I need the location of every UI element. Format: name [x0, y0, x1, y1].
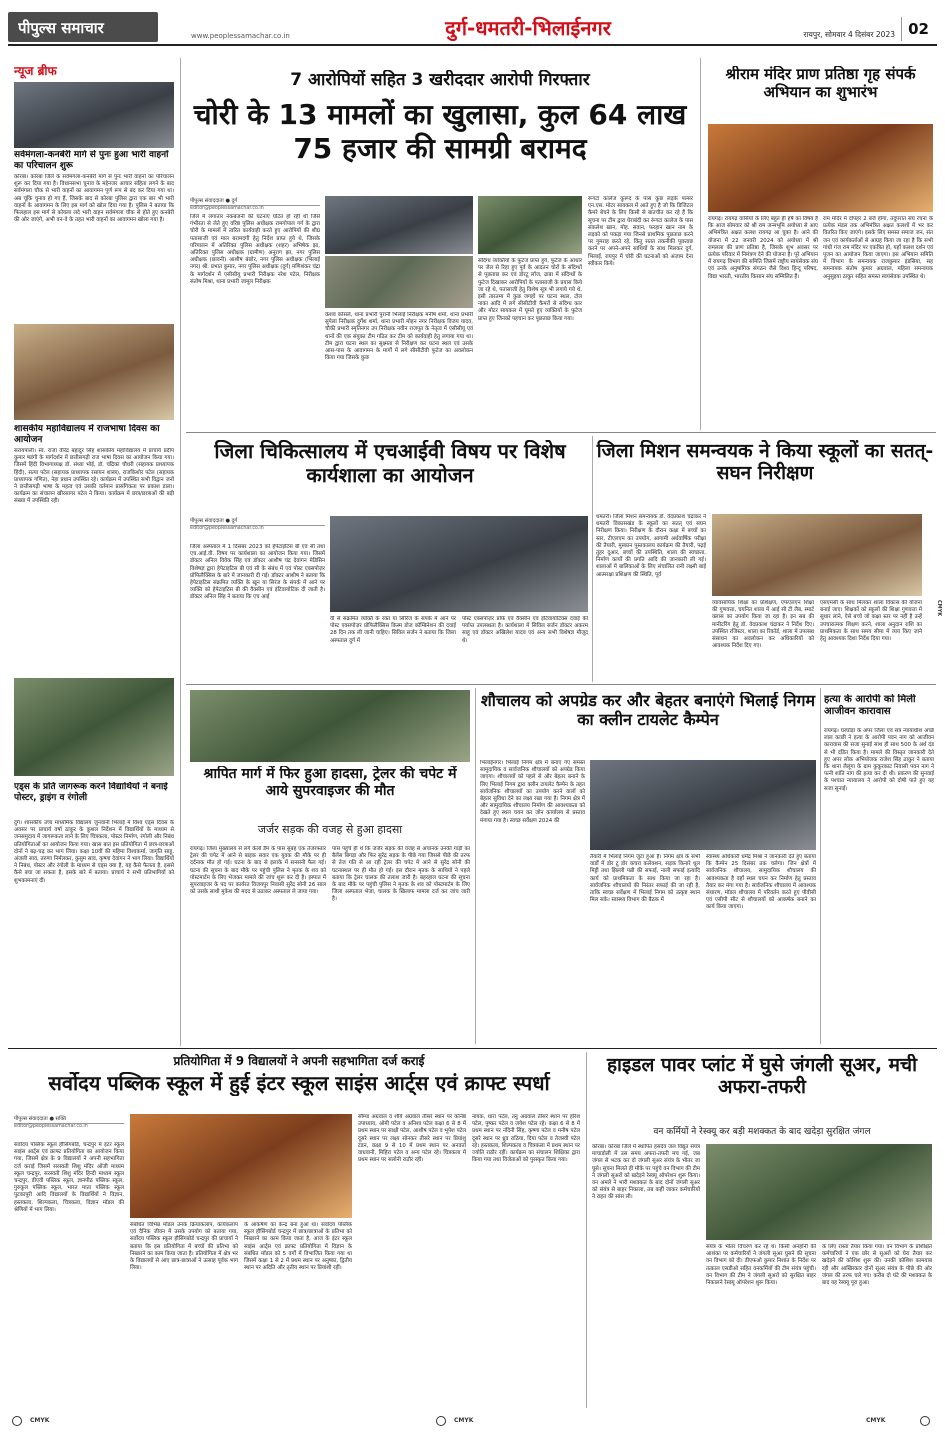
registration-mark-icon	[920, 1416, 930, 1426]
toilet-headline: शौचालय को अपग्रेड कर और बेहतर बनाएंगे भिलाई निगम का क्लीन टायलेट कैम्पेन	[480, 692, 816, 729]
footer-cmyk-right: CMYK	[866, 1417, 886, 1424]
lead-col4: रूंगटा कालेज कुरूद के पास कुछ लड़के पल्सर एन.एस. मोटर सायकल में आते हुए है जो कि डिजिटल कैमरे बेचने के लिए किसी से बातचीत कर रहे हैं कि सूचना पर टीम द्वारा घेराबंदी कर रूंगटा कालेज के पास संकलेश खान, मोह. सवान, फरहान खान नाम के लड़को को पकड़ा गया जिनसे प्राथमिक पूछताछ करने पर गुमराह करते रहे, किंतु सतत तकनीकी पूछताछ करने पर अपने-अपने साथियों के साथ मिलकर दुर्ग, भिलाई, रायपुर में चोरी की घटनाओं को अंजाम देना स्वीकार किये।	[588, 196, 693, 267]
lead-byline-email: editor@peoplessamachar.co.in	[190, 206, 264, 211]
hiv-headline: जिला चिकित्सालय में एचआईवी विषय पर विशेष कार्यशाला का आयोजन	[214, 440, 566, 487]
murder-headline: हत्या के आरोपी को मिली आजीवन कारावास	[824, 694, 916, 717]
shrapit-photo	[190, 690, 470, 762]
mission-photo	[712, 514, 922, 596]
toilet-col3: स्वास्थ्य अधिकारी धर्मेंद्र मिश्रा ने जानकारी देते हुए बताया कि कैम्पेन 25 दिसंबर तक चलेगा। जिन क्षेत्रों में सार्वजनिक शौचालय, सामुदायिक शौचालय की आवश्यकता है वहाँ स्थल चयन कर निर्माण हेतु प्रस्ताव तैयार कर मंगा गया है। सार्वजनिक शौचालय में आवश्यक संधारण, मॉडल शौचालय में परिवर्तन करते हुए पीवीसी एवं एसीपी सीट से शौचालयों को आकर्षक बनाने का कार्य किया जाएगा।	[706, 854, 816, 911]
lead-divider	[700, 58, 701, 430]
hiv-byline-place: दुर्ग	[231, 518, 238, 524]
lead-byline-name: पीपुल्स संवाददाता	[190, 198, 224, 204]
footer-cmyk-left: CMYK	[30, 1417, 50, 1424]
science-kicker: प्रतियोगिता में 9 विद्यालयों ने अपनी सहभागिता दर्ज कराई	[173, 1054, 425, 1068]
lead-photo-right	[478, 196, 582, 254]
lead-byline: पीपुल्स संवाददाता ● दुर्ग editor@peoplessamachar.co.in	[190, 196, 320, 211]
aids-body: दुर्ग। शासकीय उच्च माध्यमिक विद्यालय जुनवानी भिलाई में विश्व एड्स दिवस के अवसर पर प्राचार्य वर्षा ठाकुर के कुशल निर्देशन में विद्यार्थियों के माध्यम से जनसमुदाय में जागरूकता लाने के लिए चित्रकला, पोस्टर निर्माण, रंगोली और निबंध प्रतियोगिताओं का आयोजन किया गया। खास बात इस प्रतियोगिता में छात्र-छात्राओं दोनों ने बढ़-चढ़ कर भाग लिया। कक्षा 10वीं की महिमा विश्वकर्मा, जागृति साहू, अंजली साव, तरुणा निर्मलकर, कुसुम साव, कृष्णा देवांगन ने भाग लिया। विद्यार्थियों ने निबंध, पोस्टर और रंगोली के माध्यम से एड्स क्या है, यह कैसे फैलता है, इससे कैसे बचा जा सकता है, इसके बारे में बताया। प्राचार्य ने सभी प्रतिभागियों को शुभकामनाएं दीं।	[14, 820, 174, 884]
shrapit-col2: पास पहुंचे ही थे कि जर्जर सड़क की वजह से अचानक उनकी गाड़ी का बैलेंस बिगड़ा और फिर सुरेंद्र सड़क के पीछे गया जिससे पीछे की तरफ से तेज गति से आ रही ट्रेलर की चपेट में आने से सुरेंद्र सोनी की घटनास्थल पर ही मौत हो गई। इस दौरान मृतक के साथियों ने पहले बताया कि ट्रेलर चालक की तलाश जारी है। बहरहाल घटना की सूचना के बाद मौके पर पहुंची पुलिस ने मृतक के शव को पोस्टमार्टम के लिए जिला अस्पताल भेजा, चालक के खिलाफ मामला दर्ज कर जांच जारी है।	[332, 846, 470, 903]
boar-headline: हाइडल पावर प्लांट में घुसे जंगली सूअर, मची अफरा-तफरी	[606, 1054, 918, 1099]
hiv-col2: वी से संक्रमित व्यक्ति के रक्त या सिरिंज के संपर्क में आने पर पोस्ट एक्सपोज़र प्रोफिलैक्सिस किस्म डोज कॉम्बिनेशन की दवाई 28 दिन तक ली जानी चाहिए। सिविल सर्जन ने बताया कि जिला अस्पताल दुर्ग में	[330, 616, 456, 644]
hiv-col1: जिला अस्पताल में 1 दिसंबर 2023 को हेपेटाइटिस बी एवं सी तथा एच.आई.वी. विषय पर कार्यशाला का आयोजन किया गया। जिसमें डॉक्टर अनिल विवेक सिंह एवं डॉक्टर आशीष चंद्र देवांगन मेडिसिन विशेषज्ञ द्वारा हेपेटाइटिस बी एवं सी के संबंध में एवं पोस्ट एक्सपोज़र प्रोफिलैक्सिस के बारे में जानकारी दी गई। डॉक्टर आशीष ने बताया कि हेपेटाइटिस संक्रमित व्यक्ति के खून या सिरंज के संपर्क में आने पर व्यक्ति को हेपेटाइटिस बी की वैक्सीन एवं इंटिवायोटिक दी जाती है। डॉक्टर अनिल सिंह ने बताया कि एच आई	[190, 544, 325, 601]
rajbhasha-body: सरायपाली। स्व. राजा वीरेंद्र बहादुर सिंह शासकीय महाविद्यालय में प्राचार्य प्रदीप कुमार षडंगी के मार्गदर्शन में छत्तीसगढ़ी राज भाषा दिवस का आयोजन किया गया। जिसमें हिंदी विभागाध्यक्ष डॉ. संध्या भोई, डॉ. चंद्रिका चौधरी (सहायक प्राध्यापक हिंदी), सत्या पटेल (सहायक प्राध्यापक रसायन शास्त्र), राजकिशोर पटेल (सहायक प्राध्यापक गणित), नेहा प्रधान उपस्थित रहे। कार्यक्रम में उपस्थित सभी विद्वान जनों ने छत्तीसगढ़ी भाषा के महत्व एवं उसकी वर्तमान प्रासंगिकता पर प्रकाश डाला। कार्यक्रम का संचालन खीरसागर पटेल ने किया। कार्यक्रम में छात्र/छात्राओं की बड़ी संख्या में उपस्थिति रही।	[14, 448, 174, 505]
lead-byline-place: दुर्ग	[231, 198, 238, 204]
science-headline: सर्वोदय पब्लिक स्कूल में हुई इंटर स्कूल साइंस आर्ट्स एवं क्राफ्ट स्पर्धा	[48, 1072, 550, 1095]
lead-headline: चोरी के 13 मामलों का खुलासा, कुल 64 लाख 75 हजार की सामग्री बरामद	[193, 98, 687, 166]
masthead	[8, 12, 937, 46]
masthead-url: www.peoplessamachar.co.in	[191, 32, 290, 40]
shrapit-col1: रायगढ़। जिला मुख्यालय से लगे केलो डैम के पास सुबह एक तेजरफ्तार ट्रेलर की चपेट में आने से बाइक सवार एक युवक की मौके पर ही दर्दनाक मौत हो गई। घटना के बाद से इलाके में सनसनी फैल गई। घटना की सूचना के बाद मौके पर पहुंची पुलिस ने मृतक के शव को पोस्टमार्टम के लिए भेजकर मामले की जांच शुरू कर दी है। इस्पात में सुपरवाइजर के पद पर कार्यरत विजयपुर निवासी सुरेंद्र सोनी 26 साल को उसके साथी मुकेश की मदद से उठाकर अस्पताल ले जाया गया।	[190, 846, 326, 896]
murder-body: रायगढ़। घरघोड़ा के अपर जिला एवं सत्र न्यायाधीश अच्छे लाल काछी ने हत्या के आरोपी पवन नाग को आजीवन कारावास की सजा सुनाई साथ ही साथ 500 के अर्थ दंड से भी दंडित किया है। मामले की विस्तृत जानकारी देते हुए अपर लोक अभियोजक राजेश सिंह ठाकुर ने बताया कि थाना लैलूंगा के ग्राम कुकुरकाट निवासी पवन नाग ने पत्नी शांति नाग की हत्या कर दी थी। प्रकरण की सुनवाई के पश्चात न्यायालय ने आरोपी को दोषी पाते हुए यह सजा सुनाई।	[824, 728, 934, 792]
registration-mark-icon	[436, 1416, 446, 1426]
lead-kicker: 7 आरोपियों सहित 3 खरीददार आरोपी गिरफ्तार	[290, 70, 590, 90]
mission-col1: धमतरी। जिला मिशन समन्वयक डॉ. वेदप्रकाश चंद्राकर ने धमतरी विकासखंड के स्कूलों का सतत् एवं सघन निरीक्षण किया। निरीक्षण के दौरान कक्षा में बच्चों का स्तर, टीएलएम का उपयोग, आगामी अर्धवार्षिक परीक्षा की तैयारी, मुस्कान पुस्तकालय कार्यक्रम की तैयारी, पढ़ई तुंहर दुआर, बच्चों की उपस्थिति, शाला की स्वच्छता, निर्माण कार्यों की प्रगति आदि की जानकारी ली गई। शालाओं में बालिकाओं के लिए संचालित रानी लक्ष्मी बाई आत्मरक्षा प्रशिक्षण की स्थिति, पूर्व	[596, 514, 706, 578]
shrapit-divider	[475, 688, 476, 1044]
masthead-section: दुर्ग-धमतरी-भिलाईनगर	[445, 16, 611, 40]
science-byline: पीपुल्स संवाददाता ● सक्ति editor@peoplessamachar.co.in	[14, 1114, 124, 1129]
boar-col1: कोरबा। कोरबा जिले में स्थापित हसदेव जल विद्युत संयंत्र माचाडोली में उस समय अफरा-तफरी मच गई, जब जंगल से भटक कर दो जंगली सूअर संयंत्र के भीतर जा घुसे। सूचना मिलते ही मौके पर पहुंचे वन विभाग की टीम ने जंगली सूअरों को खदेड़ने रेस्क्यू ऑपरेशन शुरू किया। वन अमले ने भारी मशक्कत के बाद दोनों जंगली सूअर को संयंत्र से बाहर निकाला, तब कहीं जाकर कर्मचारियों ने राहत की सांस ली।	[592, 1144, 700, 1201]
toilet-photo	[590, 760, 816, 850]
rajbhasha-photo	[14, 324, 174, 420]
science-col2: संबंधित विभिन्न मॉडल उनके क्रियाकलाप, कार्यकलाप एवं दैनिक जीवन में उसके उपयोग को बताया गया, सर्वोदय पब्लिक स्कूल हौसिंगबोर्ड चन्द्रपुर की प्राचार्या ने बताया कि इस प्रतियोगिता में बच्चों की प्रतिभा को निखारने का काम किया जाता है। प्रतियोगिता में क्षेत्र भर के विद्यालयों से आए छात्र-छात्राओं ने उत्साह पूर्वक भाग लिया।	[130, 1222, 238, 1272]
mission-headline: जिला मिशन समन्वयक ने किया स्कूलों का सतत्- सघन निरीक्षण	[596, 440, 934, 485]
boar-col2: संयंत्र के भीतर विचरण कर रहे थे। किसी अनहोनी की आशंका पर कर्मचारियों ने जंगली सूअर घुसने की सूचना वन विभाग को दी। डीएफओ कुमार निशांत के निर्देश पर तत्काल एसडीओ सहित वनकर्मियों की टीम संयंत्र पहुंची। वन विभाग की टीम ने जंगली सूअरों को सुरक्षित बाहर निकालने रेस्क्यू ऑपरेशन शुरू किया।	[706, 1244, 816, 1287]
ram-mandir-col2: राम मंदिर में दोपहर 2 बजे होगा, तदुपरांत संघ रचना के प्रत्येक मंडल तक अभिमंत्रित अक्षत कलशों में भर कर वितरित किए जाएंगे। इसके लिए समस्त समाज जन, संत जन एवं कार्यकर्ताओं से आग्रह किया जा रहा है कि सभी गांधी गंज राम मंदिर पर एकत्रित हो, यहाँ कलश दर्शन एवं पूजन का आयोजन किया जाएगा। इस अभियान समिति में विभाग के समन्वयक राजकुमार इंडसिया, सह समन्वयक संतोष कुमार अग्रवाल, महिला समन्वयक अनुसुइया ठाकुर सहित समस्त स्वयंसेवक उपस्थित थे।	[823, 216, 933, 280]
lead-photo-top	[325, 196, 473, 254]
lead-col2: केशव कोसले, थाना प्रभारी पुरानी भिलाई निरीक्षक मनीष शर्मा, थाना प्रभारी सुपेला निरीक्षक दुर्गेश शर्मा, थाना प्रभारी मोहन नगर निरीक्षक विजय यादव, चौकी प्रभारी स्मृतिनगर उप निरीक्षक नवीन राजपूत के नेतृत्व में एसीसीयू एवं थानों की एक संयुक्त टीम गठित कर टीम को कार्यवाही हेतु लगाया गया था। टीम द्वारा घटना स्थल का सूक्ष्मता से निरीक्षण कर घटना स्थल एवं उसके आस-पास के आवागमन के मार्गों में लगे सीसीटीवी फुटेज का अवलोकन किया गया जिसके कुछ	[325, 312, 473, 362]
boar-photo	[706, 1144, 932, 1240]
aids-headline: एड्स के प्रति जागरूक करने विद्यार्थियों ने बनाई पोस्टर, ड्राइंग व रंगोली	[14, 782, 168, 803]
row-rule-2	[186, 684, 936, 685]
news-brief-label: न्यूज ब्रीफ	[14, 64, 57, 78]
lead-col3: संदिग्ध व्यक्तियों के फुटेज प्राप्त हुये, फुटेज के आधार पर जेल से रिहा हुए पूर्व के आदतन चोरों के संदिग्धों से पूछताछ कर एवं डोरटू लॉज, ढाबा में संदिग्धों के फुटेज दिखाकर आरोपियों के पतासाजी के प्रयास किये जा रहे थे, पतासाजी हेतु विशेष सूत्र भी लगाये गये थे, इसी तारतम्य में कुछ जगहों पर घटना स्थल, टोल नाका आदि में लगे सीसीटीवी कैमरों से संदिग्ध कार और मोटर सायकल में घूमते हुए व्यक्तियों के फुटेज प्राप्त हुए जिनको पहचान कर पूछताछ किया गया।	[478, 258, 582, 322]
science-byline-name: पीपुल्स संवाददाता	[14, 1116, 48, 1122]
side-cmyk-mark: CMYK	[936, 600, 942, 617]
row-rule-3	[8, 1048, 937, 1049]
toilet-divider	[820, 688, 821, 1044]
boar-col3: के लिए रास्ता तैयार किया गया। वन विभाग के प्रशिक्षित कर्मचारियों ने एक छोर से सूअरों को घेरा तैयार कर खदेड़ने की कोशिश शुरू की। उनकी कोशिश कामयाब रही और आखिरकार दोनों सूअर संयंत्र के पीछे की ओर जंगल की तरफ चले गए। करीब दो घंटे की मशक्कत के बाद यह रेस्क्यू पूरा हुआ।	[822, 1244, 932, 1287]
news-brief-headline: सर्वमंगला-कनबेरी मार्ग से पुनः हुआ भारी वाहनों का परिचालन शुरू	[14, 150, 169, 171]
shrapit-subhead: जर्जर सड़क की वजह से हुआ हादसा	[257, 823, 403, 836]
toilet-col2: तैयारी में भिलाई निगम जुटा हुआ है। निगम क्षेत्र के सभी वार्डों में डोर टू डोर कचरा कलेक्शन, सड़क किनारे धूल मिट्टी तथा झिल्ली पन्नी की सफाई, नाली सफाई इत्यादि कार्य को प्राथमिकता के साथ किया जा रहा है। सार्वजनिक शौचालयों की निरंतर सफाई की जा रही है, ताकि स्वच्छ सर्वेक्षण में भिलाई निगम को उत्कृष्ट स्थान मिल सके। स्वास्थ्य विभाग की बैठक में	[590, 854, 700, 904]
science-photo	[130, 1114, 352, 1218]
masthead-page-number: 02	[901, 17, 935, 41]
aids-photo	[14, 678, 174, 776]
hiv-byline-name: पीपुल्स संवाददाता	[190, 518, 224, 524]
lead-photo-bottom	[325, 256, 473, 308]
registration-mark-icon	[12, 1416, 22, 1426]
ram-mandir-col1: रायगढ़। रायगढ़ वासियों के लिए बहुत ही हर्ष का विषय है कि आज सोमवार को श्री राम जन्मभूमि अयोध्या से आए अभिमंत्रित अक्षत कलश रायगढ़ आ चुका है। आने की योजना में 22 जनवरी 2024 को अयोध्या में श्री रामलला की प्राण प्रतिष्ठा है, जिसके शुभ अवसर पर प्रत्येक परिवार में निमंत्रण देने की योजना है। पूरे अभियान में रायगढ़ विभाग की समिति जिसमें राष्ट्रीय स्वयंसेवक संघ एवं उनके अनुषांगिक संगठन जैसे विश्व हिन्दू परिषद, विद्या भारती, भारतीय किसान संघ सम्मिलित हैं।	[708, 216, 818, 280]
shrapit-headline: श्रापित मार्ग में फिर हुआ हादसा, ट्रेलर की चपेट में आये सुपरवाइजर की मौत	[203, 766, 457, 799]
masthead-date: रायपुर, सोमवार 4 दिसंबर 2023	[803, 30, 895, 39]
ram-mandir-headline: श्रीराम मंदिर प्राण प्रतिष्ठा गृह संपर्क अभियान का शुभारंभ	[725, 66, 916, 101]
rajbhasha-headline: शासकीय महाविद्यालय में राजभाषा दिवस का आयोजन	[14, 424, 160, 445]
science-col1: सर्वोदय पब्लिक स्कूल हौसिंगबोर्ड, चन्द्रपुर में इंटर स्कूल साइंस आर्ट्स एवं क्राफ्ट प्रतियोगिता का आयोजन किया गया, जिसमें क्षेत्र के 9 विद्यालयों ने अपनी सहभागिता दर्ज कराई जिसमें सरस्वती शिशु मंदिर ओंजी माध्यम स्कूल चन्द्रपुर, सरस्वती शिशु मंदिर हिन्दी माध्यम स्कूल चन्द्रपुर, डीएवी पब्लिक स्कूल, ज्ञानपीठ पब्लिक स्कूल, गुरुकुल पब्लिक स्कूल, भारत माता पब्लिक स्कूल पुटकापुरी आदि विद्यालयों के विद्यार्थियों ने विज्ञान, हस्तकला, शिल्पकला, चित्रकला, विज्ञान मॉडल की श्रेणियों में भाग लिया।	[14, 1142, 124, 1213]
mission-col2: व्यावसायिक शिक्षा का प्रशिक्षण, एफएलएन शिक्षा की गुणवत्ता, चयनित शाला में आई सी टी लैब, स्मार्ट क्लास का उपयोग किया जा रहा है। इन सब की मानीटरिंग हेतु डॉ. वेदप्रकाश चंद्राकर ने निर्देश दिए। उपस्थित रजिस्टर, शाला का रिकॉर्ड, शाला में उपलब्ध संसाधन का अवलोकन कर अधिकारियों को आवश्यक निर्देश दिए गए।	[712, 600, 814, 650]
footer-registration-strip	[8, 1410, 937, 1432]
lead-col1: जिले में लगातार नकबजनी की घटनाएं घटित हो रही थी जिसे गंभीरता से लेते हुए वरिष्ठ पुलिस अधीक्षक रामगोपाल गर्ग के द्वारा चोरी के मामलों में त्वरित कार्यवाही करते हुए आरोपियों की शीघ्र पतासाजी एवं माल बरामदगी हेतु निर्देश प्राप्त हुये थे, जिसके परिपालन में अतिरिक्त पुलिस अधीक्षक (शहर) अभिषेक झा, अतिरिक्त पुलिस अधीक्षक (ग्रामीण) अनुराग झा, नगर पुलिस अधीक्षक (छावनी) आशीष बंछोर, नगर पुलिस अधीक्षक (भिलाई नगर) श्री. प्रभात कुमार, नगर पुलिस अधीक्षक (दुर्ग) मणिशंकर चंद्रा के मार्गदर्शन में एसीसीयू प्रभारी निरीक्षक नरेश पटेल, निरीक्षक संतोष मिश्रा, थाना प्रभारी जामुल निरीक्षक	[190, 214, 320, 285]
hiv-byline: पीपुल्स संवाददाता ● दुर्ग editor@peoplessamachar.co.in	[190, 516, 325, 531]
science-col5: नायक, धारा पटेल, तनु अग्रवाल तीसरे स्थान पर हरिश पटेल, पुष्कर पटेल व जयेश पटेल रहे। कक्षा 6 से 8 में प्रथम स्थान पर नंदिनी सिंह, कृष्णा पटेल व मनीष पटेल दूसरे स्थान पर ध्रुव राठिया, दिया पटेल व तेजस्वी पटेल रहे। हस्तकला, शिल्पकला व चित्रकला में प्रथम स्थान पर ज्योति राठौर रहीं। कार्यक्रम का संचालन शिक्षिका द्वारा किया गया तथा विजेताओं को पुरस्कृत किया गया।	[472, 1114, 580, 1164]
left-column-divider	[180, 58, 181, 1046]
science-col3: के आकर्षण का केन्द्र बना हुआ था। सर्वोदय पब्लिक स्कूल हौसिंगबोर्ड चन्द्रपुर में छात्र/छात्राओं के प्रतिभा को निखारने का काम किया जाता है, आज के इंटर स्कूल साइंस आर्ट्स एवं क्राफ्ट प्रतियोगिता में विज्ञान के संबंधित मॉडल को 5 वर्गों में विभाजित किया गया था जिसमें कक्षा 1 से 2 में प्रथम स्थान पर अनुष्का, द्वितीय स्थान पर अदिति और तृतीय स्थान पर प्रियांशी रहीं।	[244, 1222, 352, 1272]
hiv-photo	[330, 516, 588, 612]
science-col4: सौम्या अग्रवाल व शौर्य अग्रवाल तीसरे स्थान पर कनिष्ठ उपाध्याय, ओमी पटेल व अनिशा पटेल कक्षा 6 से 8 में प्रथम स्थान पर साक्षी पटेल, आशीष पटेल व भूपेश पटेल दूसरे स्थान पर लक्ष्य सोनकर तीसरे स्थान पर प्रियांशु टंडन, कक्षा 9 से 10 में प्रथम स्थान पर अनवर्ता वाधवानी, मिहिरा पटेल व अन्य पटेल रहे। चित्रकला में प्रथम स्थान पर सलोनी राठौर रहीं।	[358, 1114, 466, 1164]
hiv-divider	[592, 436, 593, 682]
science-byline-email: editor@peoplessamachar.co.in	[14, 1124, 88, 1129]
science-byline-place: सक्ति	[55, 1116, 67, 1122]
hiv-byline-email: editor@peoplessamachar.co.in	[190, 526, 264, 531]
mission-col3: एसएमसी के साथ मिलकर शाला विकास की योजना बनाई जाए। शिक्षकों को स्कूलों की शिक्षा गुणवत्ता में सुधार लाने, ऐसे बच्चे जो कक्षा स्तर पर नहीं है उन्हें उपचारात्मक शिक्षण करने, शाला अनुदान राशि का प्राथमिकता के साथ समय सीमा में व्यय किए जाने हेतु आवश्यक दिशा निर्देश दिया गया।	[820, 600, 922, 643]
footer-cmyk-center: CMYK	[454, 1417, 474, 1424]
row-rule-1	[186, 432, 936, 433]
news-brief-body: कोरबा। कोरबा जिले के सर्वमंगला-कनबेरी मार्ग से पुनः भारी वाहनों का परिचालन शुरू कर दिया गया है। विधानसभा चुनाव के मद्देनजर आचार संहिता लगने के बाद सर्वमंगला चौक से भारी वाहनों का आवागमन पूर्ण रूप से बंद कर दिया गया था। अब चूंकि चुनाव हो गए हैं, जिसके बाद से कोरबा पुलिस द्वारा एक बार भी भारी वाहनों के आवागमन के लिए इस मार्ग को खोल दिया गया है। पुलिस ने बताया कि फिलहाल इस मार्ग से कोयला लदे भारी वाहन सर्वमंगला चौक से होते हुए कनबेरी की ओर जाएंगे, अभी वन-वे के तहत भारी वाहनों का आवागमन खोला गया है।	[14, 174, 174, 224]
hiv-col3: पोस्ट एक्सपोज़र प्रोफ़े एवं वैक्सीन एवं इंटिवायोटिक्स दवाई की पर्याप्त उपलब्धता है। कार्यशाला में सिविल सर्जन डॉक्टर अकरम साहू एवं डॉक्टर अखिलेश यादव एवं अन्य सभी विशेषज्ञ मौजूद थे।	[462, 616, 588, 644]
ram-mandir-photo	[708, 124, 933, 212]
news-brief-photo	[14, 82, 174, 148]
boar-subhead: वन कर्मियों ने रेस्क्यू कर बड़ी मशक्कत के बाद खदेड़ा सुरक्षित जंगल	[653, 1127, 871, 1137]
masthead-logo-box	[8, 12, 158, 42]
science-divider	[586, 1052, 587, 1408]
toilet-col1: भिलाईनगर। भिलाई निगम क्षेत्र में बनाए गए समस्त सामुदायिक व सार्वजनिक शौचालयों को अपग्रेड किया जाएगा। शौचालयों को पहले से और बेहतर बनाने के लिए भिलाई निगम द्वारा क्लीन टायलेट कैम्पेन के तहत सार्वजनिक शौचालयों का उपयोग करने वालों को बेहतर सुविधा देने का लक्ष्य रखा गया है। निगम क्षेत्र में और सामुदायिक शौचालय निर्माण की आवश्यकता को देखते हुए स्थल चयन कर जोन कार्यालय से प्रस्ताव मंगाया गया है। स्वच्छ सर्वेक्षण 2024 की	[480, 760, 585, 824]
masthead-logo: पीपुल्स समाचार	[18, 19, 104, 37]
